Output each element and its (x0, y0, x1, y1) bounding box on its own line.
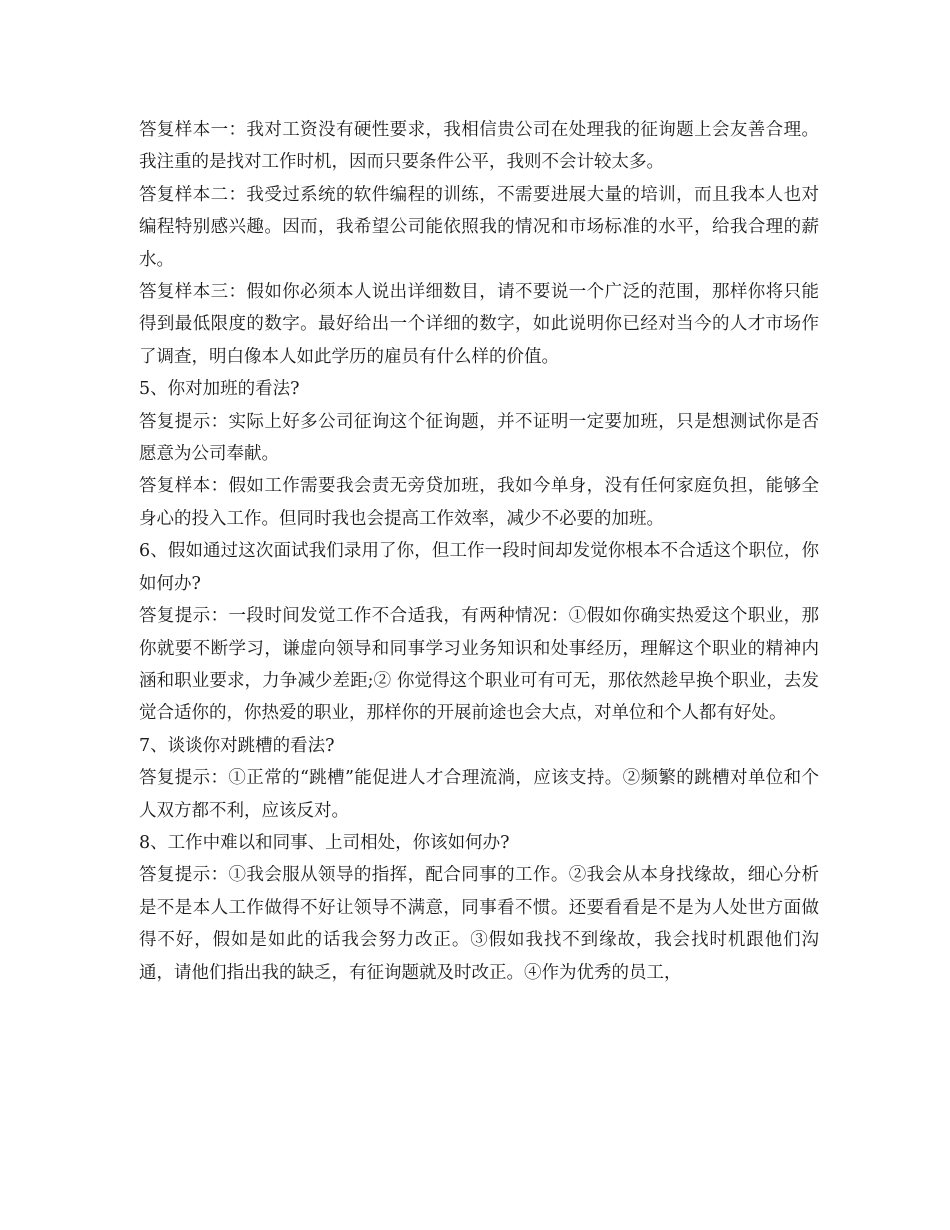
answer-hint-6: 答复提示：一段时间发觉工作不合适我，有两种情况：①假如你确实热爱这个职业，那你就要不断学习，谦虚向领导和同事学习业务知识和处事经历，理解这个职业的精神内涵和职业要求，力争减少差距;② 你觉得这个职业可有可无，那依然趁早换个职业，去发觉合适你的，你热爱的职业，那样你的开展前途也会大点，对单位和个人都有好处。 (139, 606, 819, 724)
answer-sample-5: 答复样本：假如工作需要我会责无旁贷加班，我如今单身，没有任何家庭负担，能够全身心的投入工作。但同时我也会提高工作效率，减少不必要的加班。 (139, 476, 819, 529)
question-7: 7、谈谈你对跳槽的看法? (139, 735, 335, 756)
answer-sample-3: 答复样本三：假如你必须本人说出详细数目，请不要说一个广泛的范围，那样你将只能得到最低限度的数字。最好给出一个详细的数字，如此说明你已经对当今的人才市场作了调查，明白像本人如此学历的雇员有什么样的价值。 (139, 282, 819, 367)
answer-hint-5: 答复提示：实际上好多公司征询这个征询题，并不证明一定要加班，只是想测试你是否愿意为公司奉献。 (139, 411, 819, 465)
document-body (139, 114, 819, 989)
answer-sample-2: 答复样本二：我受过系统的软件编程的训练，不需要进展大量的培训，而且我本人也对编程特别感兴趣。因而，我希望公司能依照我的情况和市场标准的水平，给我合理的薪水。 (139, 184, 819, 270)
answer-sample-1: 答复样本一：我对工资没有硬性要求，我相信贵公司在处理我的征询题上会友善合理。我注重的是找对工作时机，因而只要条件公平，我则不会计较太多。 (139, 120, 819, 173)
question-8: 8、工作中难以和同事、上司相处，你该如何办? (139, 832, 510, 853)
question-6: 6、假如通过这次面试我们录用了你，但工作一段时间却发觉你根本不合适这个职位，你如何办? (139, 541, 819, 594)
question-5: 5、你对加班的看法? (139, 379, 300, 400)
answer-hint-8: 答复提示：①我会服从领导的指挥，配合同事的工作。②我会从本身找缘故，细心分析是不是本人工作做得不好让领导不满意，同事看不惯。还要看看是不是为人处世方面做得不好，假如是如此的话我会努力改正。③假如我找不到缘故，我会找时机跟他们沟通，请他们指出我的缺乏，有征询题就及时改正。④作为优秀的员工， (139, 865, 819, 983)
answer-hint-7: 答复提示：①正常的“跳槽”能促进人才合理流淌，应该支持。②频繁的跳槽对单位和个人双方都不利，应该反对。 (139, 768, 819, 821)
